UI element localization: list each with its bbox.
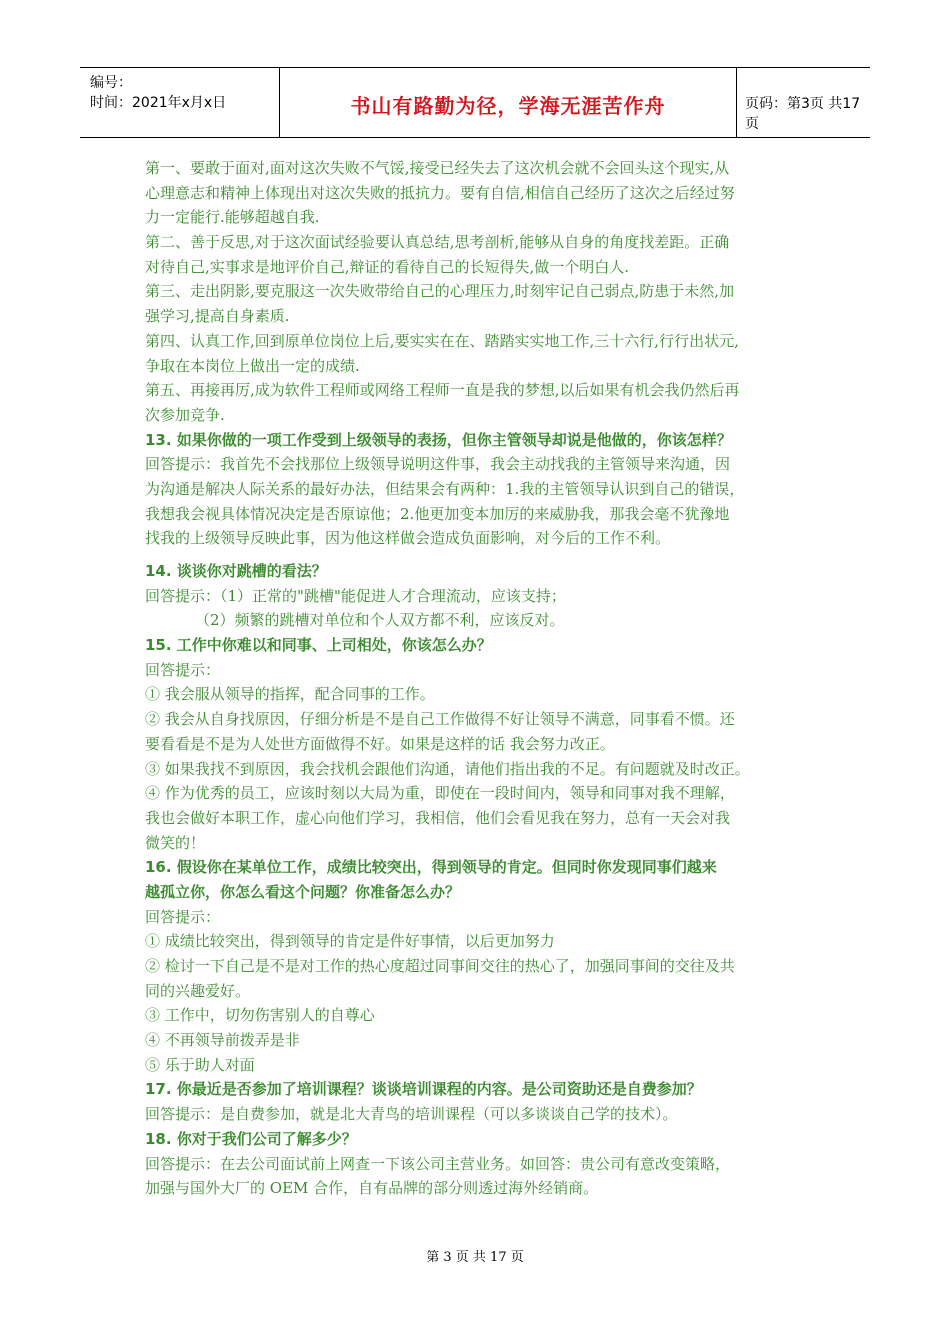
paragraph-line: 力一定能行.能够超越自我. [145,208,320,227]
answer-line: 回答提示： [145,907,221,926]
answer-line: 回答提示：我首先不会找那位上级领导说明这件事，我会主动找我的主管领导来沟通，因 [145,455,731,474]
paragraph-line: 强学习,提高自身素质. [145,307,290,326]
answer-line: 要看看是不是为人处世方面做得不好。如果是这样的话 我会努力改正。 [145,734,615,753]
answer-line: 回答提示： [145,660,221,679]
answer-line: ① 成绩比较突出，得到领导的肯定是件好事情，以后更加努力 [145,932,555,951]
paragraph-line: 第二、善于反思,对于这次面试经验要认真总结,思考剖析,能够从自身的角度找差距。正确 [145,233,730,252]
paragraph-line: 争取在本岗位上做出一定的成绩. [145,356,360,375]
answer-line: 回答提示：在去公司面试前上网查一下该公司主营业务。如回答：贵公司有意改变策略， [145,1154,731,1173]
paragraph-line: 第五、再接再厉,成为软件工程师或网络工程师一直是我的梦想,以后如果有机会我仍然后再 [145,381,740,400]
header-page-info: 页码：第3页 共17页 [745,96,861,132]
question-18-title: 18. 你对于我们公司了解多少？ [145,1129,357,1148]
paragraph-line: 第一、要敢于面对,面对这次失败不气馁,接受已经失去了这次机会就不会回头这个现实,从 [145,159,730,177]
page-header [80,67,870,138]
paragraph-line: 心理意志和精神上体现出对这次失败的抵抗力。要有自信,相信自己经历了这次之后经过努 [145,183,735,202]
answer-line: 同的兴趣爱好。 [145,981,251,1000]
answer-line: 回答提示：（1）正常的"跳槽"能促进人才合理流动，应该支持； [145,586,566,605]
question-17-title: 17. 你最近是否参加了培训课程？谈谈培训课程的内容。是公司资助还是自费参加？ [145,1080,702,1099]
answer-line: ④ 不再领导前拨弄是非 [145,1031,300,1050]
paragraph-line: 第四、认真工作,回到原单位岗位上后,要实实在在、踏踏实实地工作,三十六行,行行出状元, [145,331,739,350]
answer-line: 回答提示：是自费参加，就是北大青鸟的培训课程（可以多谈谈自己学的技术）。 [145,1105,678,1124]
question-13-title: 13. 如果你做的一项工作受到上级领导的表扬，但你主管领导却说是他做的，你该怎样？ [145,430,732,449]
answer-line: 加强与国外大厂的 OEM 合作，自有品牌的部分则透过海外经销商。 [145,1179,599,1198]
header-center-cell [279,68,737,137]
document-time-label: 时间：2021年x月x日 [90,95,227,111]
answer-line: ③ 工作中，切勿伤害别人的自尊心 [145,1006,375,1025]
paragraph-line: 第三、走出阴影,要克服这一次失败带给自己的心理压力,时刻牢记自己弱点,防患于未然,加 [145,282,735,301]
answer-line: 为沟通是解决人际关系的最好办法，但结果会有两种：1.我的主管领导认识到自己的错误， [145,479,745,498]
answer-line: ② 检讨一下自己是不是对工作的热心度超过同事间交往的热心了，加强同事间的交往及共 [145,957,735,975]
answer-line: 我也会做好本职工作，虚心向他们学习，我相信，他们会看见我在努力，总有一天会对我 [145,808,731,827]
answer-line: 找我的上级领导反映此事，因为他这样做会造成负面影响，对今后的工作不利。 [145,529,671,548]
document-number-label: 编号： [90,75,132,91]
question-16-title-cont: 越孤立你，你怎么看这个问题？你准备怎么办？ [145,882,461,901]
page-footer: 第 3 页 共 17 页 [426,1250,524,1265]
answer-line: ③ 如果我找不到原因，我会找机会跟他们沟通，请他们指出我的不足。有问题就及时改正。 [145,759,750,778]
answer-line: 我想我会视具体情况决定是否原谅他；2.他更加变本加厉的来威胁我，那我会毫不犹豫地 [145,504,730,523]
paragraph-line: 次参加竞争. [145,405,225,424]
question-15-title: 15. 工作中你难以和同事、上司相处，你该怎么办？ [145,636,492,655]
answer-line: ⑤ 乐于助人对面 [145,1055,255,1074]
answer-line: ④ 作为优秀的员工，应该时刻以大局为重，即使在一段时间内，领导和同事对我不理解， [145,784,735,803]
answer-line: （2）频繁的跳槽对单位和个人双方都不利，应该反对。 [195,611,565,630]
section-gap [145,551,825,559]
paragraph-line: 对待自己,实事求是地评价自己,辩证的看待自己的长短得失,做一个明白人. [145,257,630,276]
document-body [145,156,825,1201]
header-motto: 书山有路勤为径，学海无涯苦作舟 [350,94,666,118]
question-14-title: 14. 谈谈你对跳槽的看法？ [145,562,327,580]
header-right-cell [737,68,870,137]
answer-line: ② 我会从自身找原因，仔细分析是不是自己工作做得不好让领导不满意，同事看不惯。还 [145,710,735,729]
answer-line: ① 我会服从领导的指挥，配合同事的工作。 [145,685,435,704]
answer-line: 微笑的！ [145,833,206,852]
header-left-cell [80,68,279,137]
question-16-title: 16. 假设你在某单位工作，成绩比较突出，得到领导的肯定。但同时你发现同事们越来 [145,858,717,877]
